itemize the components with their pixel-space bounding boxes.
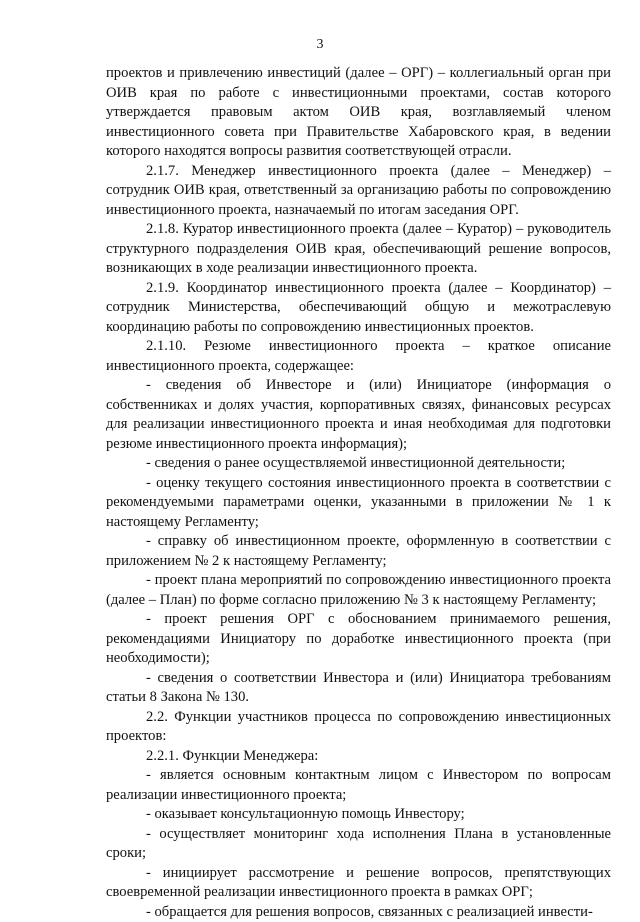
paragraph: - осуществляет мониторинг хода исполнения Плана в установленные сроки; xyxy=(106,825,611,864)
paragraph: 2.2.1. Функции Менеджера: xyxy=(106,747,611,767)
paragraph: проектов и привлечению инвестиций (далее – ОРГ) – коллегиальный орган при ОИВ края по работе с инвестиционными проектами, состав которого утверждается правовым актом ОИВ края, возглавляемый членом инвестиционного совета при Правительстве Хабаровского края, в ведении которого находятся вопросы развития соответствующей отрасли. xyxy=(106,64,611,162)
paragraph: - сведения о ранее осуществляемой инвестиционной деятельности; xyxy=(106,454,611,474)
document-body xyxy=(106,64,611,922)
paragraph: - обращается для решения вопросов, связанных с реализацией инвести- xyxy=(106,903,611,922)
paragraph: 2.2. Функции участников процесса по сопровождению инвестиционных проектов: xyxy=(106,708,611,747)
paragraph: 2.1.10. Резюме инвестиционного проекта – краткое описание инвестиционного проекта, содержащее: xyxy=(106,337,611,376)
paragraph: - сведения о соответствии Инвестора и (или) Инициатора требованиям статьи 8 Закона № 130. xyxy=(106,669,611,708)
paragraph: 2.1.7. Менеджер инвестиционного проекта (далее – Менеджер) – сотрудник ОИВ края, ответственный за организацию работы по сопровождению инвестиционного проекта, назначаемый по итогам заседания ОРГ. xyxy=(106,162,611,221)
paragraph: - оценку текущего состояния инвестиционного проекта в соответствии с рекомендуемыми параметрами оценки, указанными в приложении № 1 к настоящему Регламенту; xyxy=(106,474,611,533)
paragraph: - является основным контактным лицом с Инвестором по вопросам реализации инвестиционного проекта; xyxy=(106,766,611,805)
paragraph: - сведения об Инвесторе и (или) Инициаторе (информация о собственниках и долях участия, корпоративных связях, финансовых ресурсах для реализации инвестиционного проекта и иная необходимая для подготовки резюме инвестиционного проекта информация); xyxy=(106,376,611,454)
paragraph: - проект плана мероприятий по сопровождению инвестиционного проекта (далее – План) по форме согласно приложению № 3 к настоящему Регламенту; xyxy=(106,571,611,610)
paragraph: - справку об инвестиционном проекте, оформленную в соответствии с приложением № 2 к настоящему Регламенту; xyxy=(106,532,611,571)
paragraph: 2.1.9. Координатор инвестиционного проекта (далее – Координатор) – сотрудник Министерства, обеспечивающий общую и межотраслевую координацию работы по сопровождению инвестиционных проектов. xyxy=(106,279,611,338)
paragraph: - инициирует рассмотрение и решение вопросов, препятствующих своевременной реализации инвестиционного проекта в рамках ОРГ; xyxy=(106,864,611,903)
paragraph: - оказывает консультационную помощь Инвестору; xyxy=(106,805,611,825)
paragraph: 2.1.8. Куратор инвестиционного проекта (далее – Куратор) – руководитель структурного подразделения ОИВ края, обеспечивающий решение вопросов, возникающих в ходе реализации инвестиционного проекта. xyxy=(106,220,611,279)
paragraph: - проект решения ОРГ с обоснованием принимаемого решения, рекомендациями Инициатору по доработке инвестиционного проекта (при необходимости); xyxy=(106,610,611,669)
page-number: 3 xyxy=(0,37,640,53)
